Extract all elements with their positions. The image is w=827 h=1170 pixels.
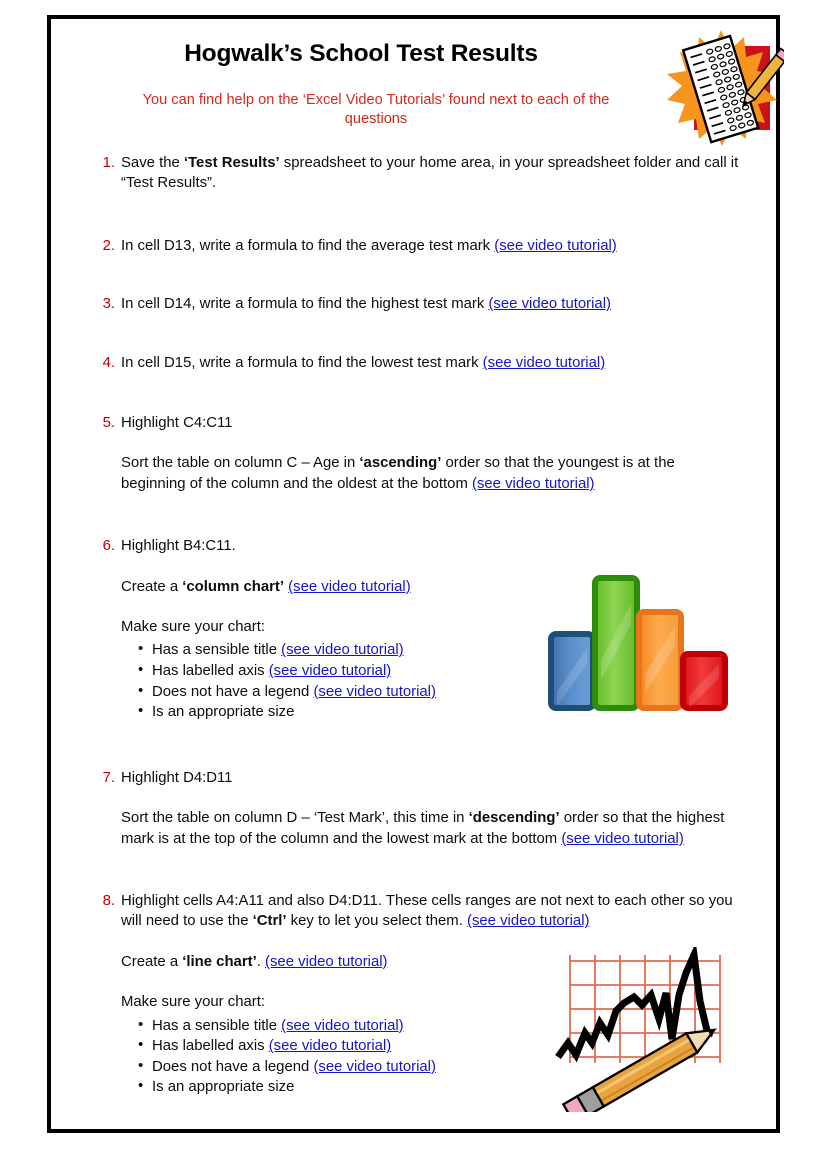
list-number: 8. — [102, 893, 115, 910]
paragraph — [121, 153, 741, 194]
answer-sheet-clipart — [664, 28, 784, 154]
text-run: Highlight cells A4:A11 and also D4:D11. These cells ranges are not next to each other so you will need to use the — [121, 893, 733, 930]
paragraph — [121, 413, 741, 433]
emphasis-text: ‘Ctrl’ — [252, 913, 287, 930]
text-run: Is an appropriate size — [152, 1079, 295, 1096]
paragraph — [121, 453, 741, 494]
list-item-body — [121, 353, 741, 373]
text-run: In cell D15, write a formula to find the lowest test mark — [121, 354, 483, 371]
text-run: order so that the youngest is at the beginning of the column and the oldest at the bottom — [121, 455, 675, 492]
bullet-list — [121, 640, 741, 722]
text-run: In cell D13, write a formula to find the average test mark — [121, 237, 495, 254]
paragraph — [121, 768, 741, 788]
text-run: Highlight B4:C11. — [121, 538, 236, 555]
video-tutorial-link[interactable]: (see video tutorial) — [313, 1058, 436, 1075]
list-item — [95, 891, 741, 1098]
bullet-list — [121, 1016, 741, 1098]
video-tutorial-link[interactable]: (see video tutorial) — [265, 953, 388, 970]
text-run: Highlight D4:D11 — [121, 769, 233, 786]
list-item — [95, 153, 741, 194]
emphasis-text: ‘line chart’ — [182, 953, 257, 970]
bullet-item — [152, 640, 741, 661]
list-item — [95, 413, 741, 494]
list-number: 2. — [102, 237, 115, 254]
emphasis-text: ‘column chart’ — [182, 578, 285, 595]
list-number: 3. — [102, 296, 115, 313]
list-number: 4. — [102, 354, 115, 371]
paragraph — [121, 808, 741, 849]
text-run: Save the — [121, 155, 184, 171]
text-run: Highlight C4:C11 — [121, 415, 233, 432]
list-item-body — [121, 768, 741, 849]
text-run: In cell D14, write a formula to find the highest test mark — [121, 296, 489, 313]
text-run: spreadsheet to your home area, in your spreadsheet folder and call it “Test Results”. — [121, 155, 739, 192]
list-number: 7. — [102, 769, 115, 786]
list-item — [95, 294, 741, 314]
text-run: Has a sensible title — [152, 642, 282, 659]
text-run: Sort the table on column C – Age in — [121, 455, 360, 472]
video-tutorial-link[interactable]: (see video tutorial) — [281, 642, 404, 659]
paragraph — [121, 617, 741, 637]
paragraph — [121, 236, 741, 256]
text-run: Create a — [121, 578, 183, 595]
bullet-item — [152, 1057, 741, 1078]
document-page — [47, 15, 780, 1133]
video-tutorial-link[interactable]: (see video tutorial) — [482, 354, 606, 371]
bullet-item — [152, 682, 741, 703]
video-tutorial-link[interactable]: (see video tutorial) — [268, 1038, 392, 1055]
text-run: Does not have a legend — [152, 1058, 314, 1075]
list-number: 5. — [102, 415, 115, 432]
text-run: Has a sensible title — [152, 1017, 282, 1034]
list-item-body — [121, 413, 741, 494]
list-item-body — [121, 891, 741, 1098]
video-tutorial-link[interactable]: (see video tutorial) — [268, 663, 392, 680]
video-tutorial-link[interactable]: (see video tutorial) — [472, 475, 595, 492]
text-run: order so that the highest mark is at the top of the column and the lowest mark at the bottom — [121, 810, 725, 847]
text-run: Make sure your chart: — [121, 619, 265, 636]
page-title: Hogwalk’s School Test Results — [184, 40, 538, 67]
paragraph — [121, 891, 741, 932]
text-run: Make sure your chart: — [121, 994, 265, 1011]
list-item — [95, 353, 741, 373]
list-item-body — [121, 153, 741, 194]
list-item-body — [121, 236, 741, 256]
list-item-body — [121, 536, 741, 723]
paragraph — [121, 992, 741, 1012]
video-tutorial-link[interactable]: (see video tutorial) — [561, 830, 684, 847]
text-run: Does not have a legend — [152, 683, 314, 700]
text-run: Sort the table on column D – ‘Test Mark’, this time in — [121, 810, 469, 827]
text-run: Has labelled axis — [152, 663, 269, 680]
emphasis-text: ‘Test Results’ — [183, 155, 280, 171]
paragraph — [121, 353, 741, 373]
page-subtitle: You can find help on the ‘Excel Video Tutorials’ found next to each of the questions — [142, 92, 610, 127]
paragraph — [121, 577, 741, 597]
list-number: 6. — [102, 538, 115, 555]
paragraph — [121, 952, 741, 972]
video-tutorial-link[interactable]: (see video tutorial) — [281, 1017, 404, 1034]
paragraph — [121, 294, 741, 314]
list-number: 1. — [102, 155, 115, 171]
video-tutorial-link[interactable]: (see video tutorial) — [288, 578, 411, 595]
list-item-body — [121, 294, 741, 314]
bullet-item — [152, 1016, 741, 1037]
list-item — [95, 236, 741, 256]
instruction-list — [95, 153, 741, 1098]
bullet-item — [152, 661, 741, 682]
bullet-item — [152, 702, 741, 723]
emphasis-text: ‘ascending’ — [359, 455, 442, 472]
text-run: Has labelled axis — [152, 1038, 269, 1055]
video-tutorial-link[interactable]: (see video tutorial) — [313, 683, 436, 700]
emphasis-text: ‘descending’ — [468, 810, 560, 827]
video-tutorial-link[interactable]: (see video tutorial) — [466, 913, 590, 930]
list-item — [95, 768, 741, 849]
video-tutorial-link[interactable]: (see video tutorial) — [488, 296, 611, 313]
text-run: Is an appropriate size — [152, 704, 295, 721]
text-run: Create a — [121, 953, 183, 970]
paragraph — [121, 536, 741, 556]
text-run: . — [256, 953, 266, 970]
text-run: key to let you select them. — [286, 913, 467, 930]
list-item — [95, 536, 741, 723]
video-tutorial-link[interactable]: (see video tutorial) — [494, 237, 617, 254]
bullet-item — [152, 1077, 741, 1098]
bullet-item — [152, 1036, 741, 1057]
